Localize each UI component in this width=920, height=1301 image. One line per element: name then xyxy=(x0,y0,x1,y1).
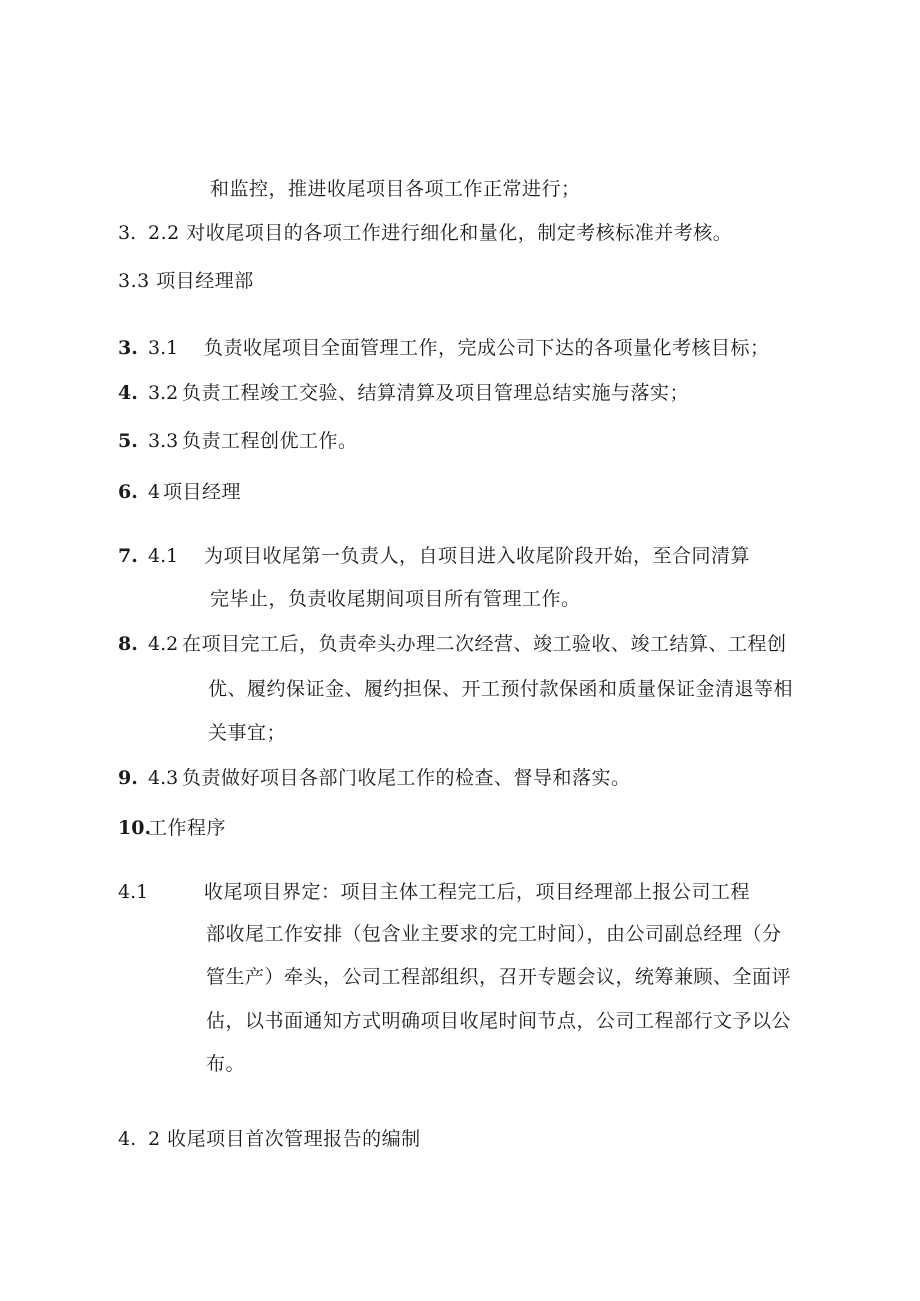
item-subnumber: 3.2 xyxy=(148,382,179,404)
item-subnumber: 4.1 xyxy=(148,545,179,567)
item-subnumber: 4.2 xyxy=(148,633,179,655)
item-subnumber: 3.1 xyxy=(148,337,179,359)
section-heading: 2 收尾项目首次管理报告的编制 xyxy=(148,1128,421,1150)
list-item-text: 为项目收尾第一负责人，自项目进入收尾阶段开始，至合同清算 xyxy=(204,545,751,567)
list-number: 3. xyxy=(118,222,137,244)
section-number: 4. xyxy=(118,1128,137,1150)
list-item-continuation: 完毕止，负责收尾期间项目所有管理工作。 xyxy=(210,588,581,610)
paragraph-line: 2.2 对收尾项目的各项工作进行细化和量化，制定考核标准并考核。 xyxy=(148,222,733,244)
list-number: 3. xyxy=(118,337,138,359)
paragraph-line: 布。 xyxy=(206,1053,246,1075)
list-number: 4. xyxy=(118,382,138,404)
section-heading: 3.3 项目经理部 xyxy=(118,270,254,292)
list-number: 9. xyxy=(118,767,138,789)
list-item-text: 负责做好项目各部门收尾工作的检查、督导和落实。 xyxy=(182,767,631,789)
item-subnumber: 4.3 xyxy=(148,767,179,789)
paragraph-line: 和监控，推进收尾项目各项工作正常进行； xyxy=(210,178,581,200)
list-item-continuation: 优、履约保证金、履约担保、开工预付款保函和质量保证金清退等相 xyxy=(208,678,794,700)
list-item-text: 项目经理 xyxy=(163,481,242,503)
list-number: 5. xyxy=(118,430,138,452)
list-number: 6. xyxy=(118,481,138,503)
paragraph-line: 估，以书面通知方式明确项目收尾时间节点，公司工程部行文予以公 xyxy=(206,1010,792,1032)
list-number: 7. xyxy=(118,545,138,567)
list-number: 8. xyxy=(118,633,138,655)
list-item-text: 负责工程创优工作。 xyxy=(182,430,358,452)
item-subnumber: 4 xyxy=(148,481,161,503)
list-item-text: 负责工程竣工交验、结算清算及项目管理总结实施与落实； xyxy=(182,382,690,404)
list-item-text: 在项目完工后，负责牵头办理二次经营、竣工验收、竣工结算、工程创 xyxy=(182,633,787,655)
paragraph-line: 部收尾工作安排（包含业主要求的完工时间），由公司副总经理（分 xyxy=(206,923,782,945)
section-number: 4.1 xyxy=(118,881,149,903)
list-item-text: 负责收尾项目全面管理工作，完成公司下达的各项量化考核目标； xyxy=(204,337,770,359)
paragraph-line: 管生产）牵头，公司工程部组织，召开专题会议，统筹兼顾、全面评 xyxy=(206,966,792,988)
item-subnumber: 3.3 xyxy=(148,430,179,452)
list-item-continuation: 关事宜； xyxy=(208,722,287,744)
list-number: 10. xyxy=(118,817,152,839)
paragraph-line: 收尾项目界定：项目主体工程完工后，项目经理部上报公司工程 xyxy=(204,881,751,903)
section-heading: 工作程序 xyxy=(148,817,227,839)
